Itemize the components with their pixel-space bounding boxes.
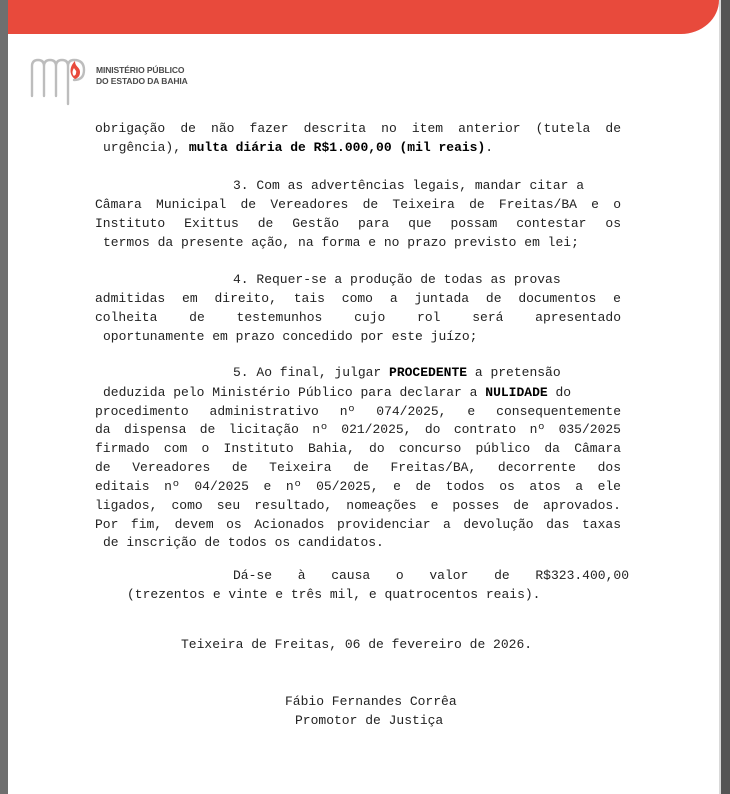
p5-line8: ligados, como seu resultado, nomeações e posses de aprovados. <box>95 498 621 513</box>
p5-line9: Por fim, devem os Acionados providenciar a devolução das taxas <box>95 517 621 532</box>
logo-text <box>96 65 188 87</box>
value-line2: (trezentos e vinte e três mil, e quatrocentos reais). <box>127 587 541 602</box>
p3-line4: termos da presente ação, na forma e no prazo previsto em lei; <box>103 235 579 250</box>
p5-text-a: 5. Ao final, julgar <box>233 365 390 380</box>
signature-name: Fábio Fernandes Corrêa <box>285 694 457 709</box>
p4-line3: colheita de testemunhos cujo rol será apresentado <box>95 310 621 325</box>
p4-line1: 4. Requer-se a produção de todas as provas <box>233 272 561 287</box>
signature-role: Promotor de Justiça <box>295 713 444 728</box>
p5-line5: firmado com o Instituto Bahia, do concurso público da Câmara <box>95 441 621 456</box>
viewer-left-gutter <box>0 0 8 794</box>
p5-line1 <box>233 364 561 382</box>
p5-text-b: a pretensão <box>467 365 561 380</box>
org-name-line1: MINISTÉRIO PÚBLICO <box>96 65 185 75</box>
mp-logo <box>29 56 229 108</box>
procedente-text: PROCEDENTE <box>389 365 468 380</box>
p1-period: . <box>485 140 494 155</box>
nulidade-text: NULIDADE <box>485 385 548 400</box>
place-date: Teixeira de Freitas, 06 de fevereiro de 2026. <box>181 637 533 652</box>
p5-line3: procedimento administrativo nº 074/2025, e consequentemente <box>95 404 621 419</box>
p1-line1: obrigação de não fazer descrita no item anterior (tutela de <box>95 121 621 136</box>
p1-text: urgência), <box>103 140 189 155</box>
fine-amount: multa diária de R$1.000,00 (mil reais) <box>188 140 486 155</box>
p5-line4: da dispensa de licitação nº 021/2025, do contrato nº 035/2025 <box>95 422 621 437</box>
viewer-right-gutter <box>721 0 730 794</box>
mp-logo-icon <box>29 56 95 106</box>
org-name-line2: DO ESTADO DA BAHIA <box>96 76 188 86</box>
header-bar <box>8 0 719 34</box>
p3-line1: 3. Com as advertências legais, mandar citar a <box>233 178 585 193</box>
p4-line2: admitidas em direito, tais como a juntada de documentos e <box>95 291 621 306</box>
p1-line2 <box>103 139 493 157</box>
p3-line3: Instituto Exittus de Gestão para que possam contestar os <box>95 216 621 231</box>
p5-line6: de Vereadores de Teixeira de Freitas/BA, decorrente dos <box>95 460 621 475</box>
p5-line2 <box>103 384 571 402</box>
p4-line4: oportunamente em prazo concedido por este juízo; <box>103 329 478 344</box>
p3-line2: Câmara Municipal de Vereadores de Teixeira de Freitas/BA e o <box>95 197 621 212</box>
p5-text-d: do <box>547 385 572 400</box>
value-line1: Dá-se à causa o valor de R$323.400,00 <box>233 568 629 583</box>
p5-line10: de inscrição de todos os candidatos. <box>103 535 384 550</box>
p5-text-c: deduzida pelo Ministério Público para declarar a <box>103 385 486 400</box>
p5-line7: editais nº 04/2025 e nº 05/2025, e de todos os atos a ele <box>95 479 621 494</box>
